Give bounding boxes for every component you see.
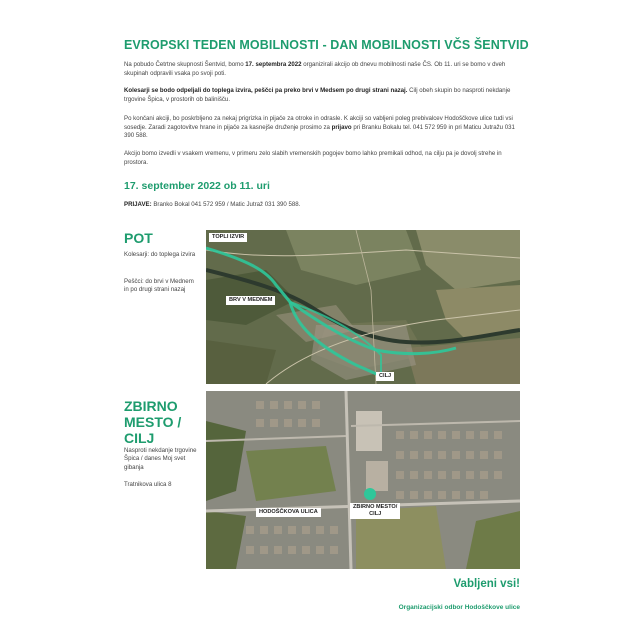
route-section-title: POT xyxy=(124,230,153,246)
route-map-image xyxy=(206,230,520,384)
map-label-brv: BRV V MEDNEM xyxy=(226,296,275,305)
registration-line: PRIJAVE: Branko Bokal 041 572 959 / Matic Jutraž 031 390 588. xyxy=(124,201,301,208)
walkers-route-text: Peščci: do brvi v Mednem in po drugi strani nazaj xyxy=(124,278,194,294)
map-label-meeting-point: ZBIRNO MESTO/ CILJ xyxy=(350,503,400,519)
map-label-topli-izvir: TOPLI IZVIR xyxy=(209,233,247,242)
intro-paragraph-1: Na pobudo Četrtne skupnosti Šentvid, bomo 17. septembra 2022 organizirali akcijo ob dnevu mobilnosti naše ČS. Ob 11. uri se bomo v dveh skupinah odpravili vsaka po svoji poti. xyxy=(124,61,506,77)
map-label-street: HODOŠČKOVA ULICA xyxy=(256,508,321,517)
intro-paragraph-2: Kolesarji se bodo odpeljali do toplega izvira, peščci pa preko brvi v Medsem po drugi strani nazaj. Cilj obeh skupin bo nasproti nekdanje trgovine Špica, v prostorih ob balinišču. xyxy=(124,87,511,103)
meeting-address-text: Tratnikova ulica 8 xyxy=(124,481,172,488)
meeting-map-image xyxy=(206,391,520,569)
route-map xyxy=(206,230,520,384)
cyclists-route-text: Kolesarji: do toplega izvira xyxy=(124,251,196,258)
page-title: EVROPSKI TEDEN MOBILNOSTI - DAN MOBILNOSTI VČS ŠENTVID xyxy=(124,38,529,52)
organizer-text: Organizacijski odbor Hodoščkove ulice xyxy=(398,604,520,611)
meeting-location-text: Nasproti nekdanje trgovine Špica / danes Moj svet gibanja xyxy=(124,447,197,471)
intro-paragraph-4: Akcijo bomo izvedli v vsakem vremenu, v primeru zelo slabih vremenskih pogojev bomo lahko premikali odhod, na cilju pa je dovolj strehe in prostora. xyxy=(124,150,502,166)
intro-paragraph-3: Po končani akciji, bo poskrbljeno za nekaj prigrizka in pijače za otroke in odrasle. K akciji so vabljeni poleg prebivalcev Hodoščkove ulice tudi vsi sosedje. Zaradi zagotovitve hrane in pijače za kasnejše druženje prosimo za prijavo pri Branku Bokalu tel. 041 572 959 in pri Maticu Jutražu 031 390 588. xyxy=(124,115,515,140)
meeting-section-title: ZBIRNO MESTO / CILJ xyxy=(124,398,182,446)
meeting-map xyxy=(206,391,520,569)
date-heading: 17. september 2022 ob 11. uri xyxy=(124,180,270,192)
closing-text: Vabljeni vsi! xyxy=(453,578,520,590)
map-label-cilj: CILJ xyxy=(376,372,394,381)
